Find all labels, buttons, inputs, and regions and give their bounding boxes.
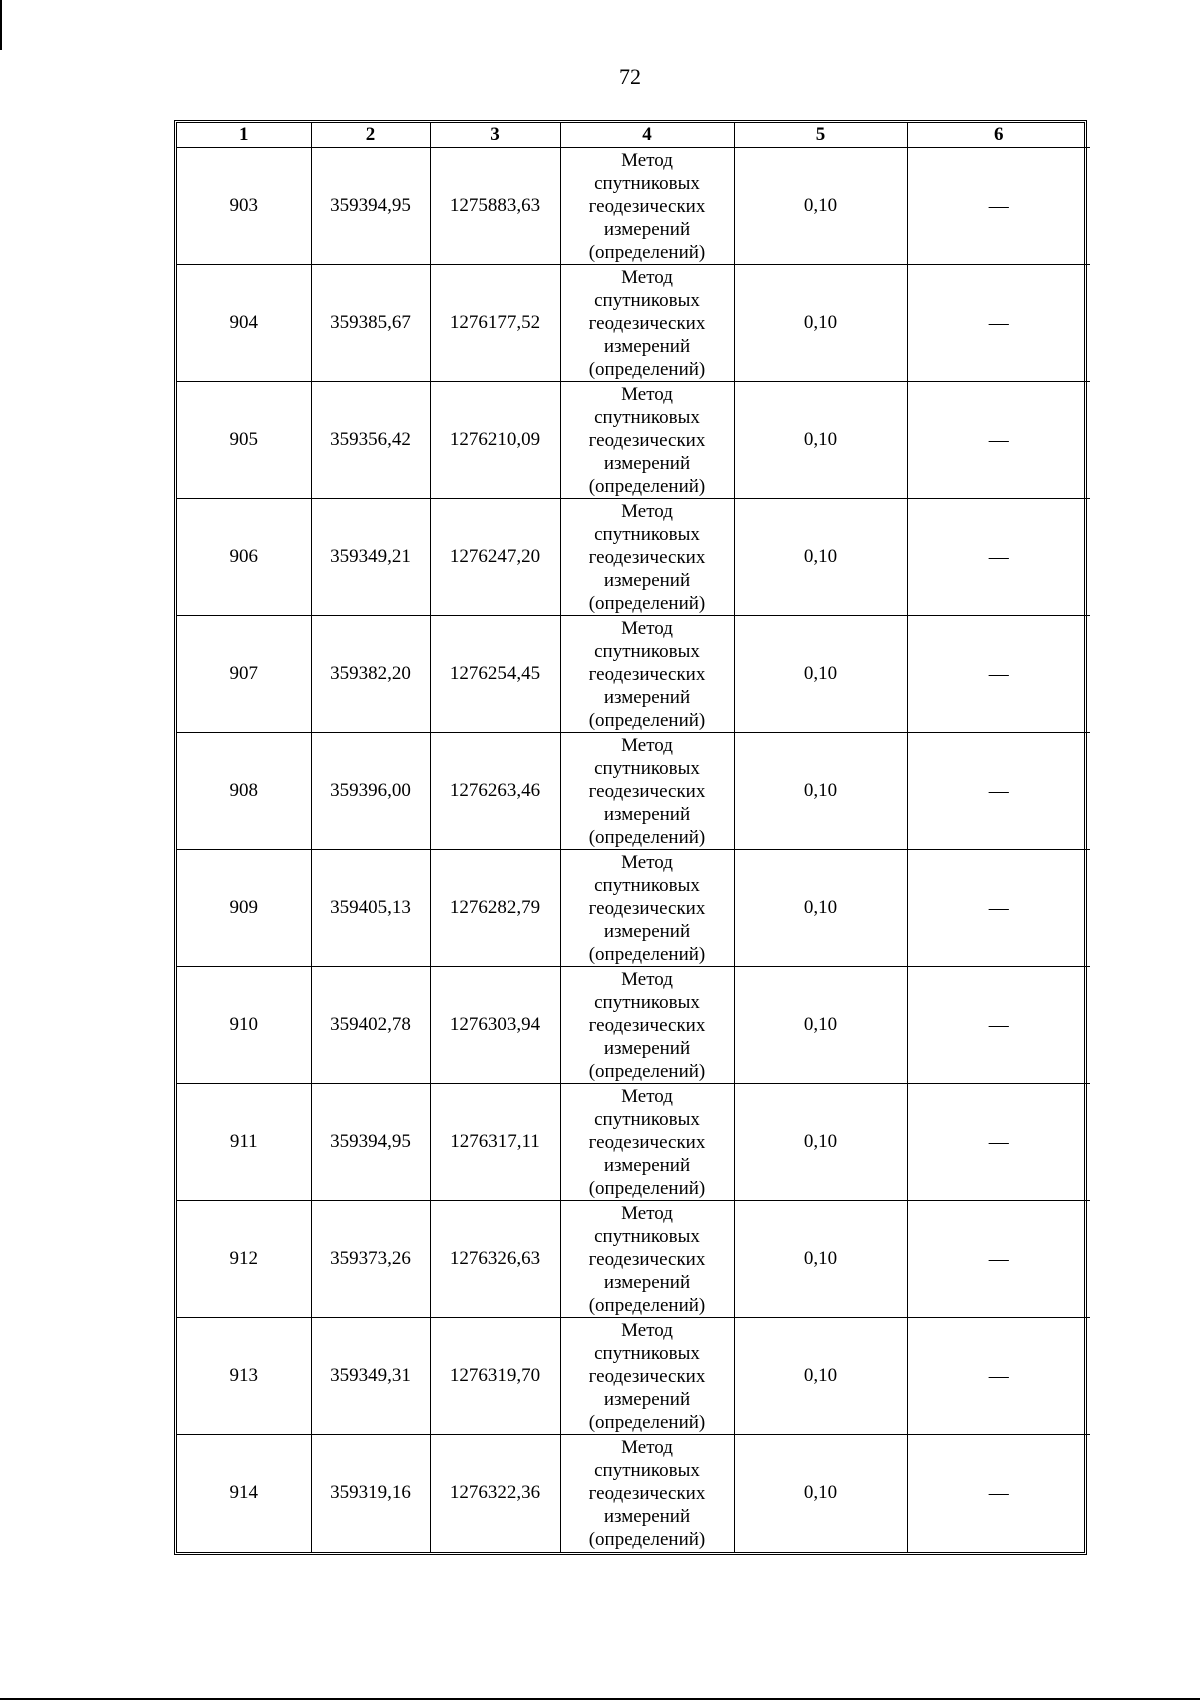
y-coordinate-cell: 1276177,52 [430,265,560,382]
method-line: (определений) [588,241,706,263]
table-body [177,148,1090,1552]
method-line: измерений [603,1388,691,1410]
header-col-6: 6 [907,123,1090,148]
table-row [177,265,1090,382]
note-cell: — [907,382,1090,499]
point-number-cell: 910 [177,967,311,1084]
method-cell [560,1318,734,1435]
x-coordinate-cell: 359394,95 [311,148,430,265]
method-line: спутниковых [594,289,700,311]
x-coordinate-cell: 359319,16 [311,1435,430,1552]
note-cell: — [907,1201,1090,1318]
method-line: (определений) [588,358,706,380]
note-cell: — [907,733,1090,850]
y-coordinate-cell: 1276247,20 [430,499,560,616]
method-line: Метод [621,266,673,288]
method-line: спутниковых [594,874,700,896]
method-line: Метод [621,617,673,639]
method-cell [560,1201,734,1318]
table-row [177,967,1090,1084]
header-row [177,123,1090,148]
method-line: геодезических [588,897,706,919]
note-cell: — [907,148,1090,265]
method-line: геодезических [588,1482,706,1504]
coordinates-table [177,123,1090,1552]
note-cell: — [907,1318,1090,1435]
method-line: геодезических [588,1365,706,1387]
method-cell [560,967,734,1084]
y-coordinate-cell: 1276254,45 [430,616,560,733]
method-line: Метод [621,968,673,990]
method-line: (определений) [588,1411,706,1433]
method-line: спутниковых [594,1459,700,1481]
table-row [177,850,1090,967]
x-coordinate-cell: 359356,42 [311,382,430,499]
note-cell: — [907,967,1090,1084]
method-line: спутниковых [594,757,700,779]
x-coordinate-cell: 359385,67 [311,265,430,382]
precision-cell: 0,10 [734,967,907,1084]
header-col-4: 4 [560,123,734,148]
y-coordinate-cell: 1276322,36 [430,1435,560,1552]
method-line: (определений) [588,1294,706,1316]
y-coordinate-cell: 1276282,79 [430,850,560,967]
y-coordinate-cell: 1276303,94 [430,967,560,1084]
header-col-5: 5 [734,123,907,148]
method-line: спутниковых [594,172,700,194]
precision-cell: 0,10 [734,1318,907,1435]
y-coordinate-cell: 1276326,63 [430,1201,560,1318]
note-cell: — [907,499,1090,616]
method-line: измерений [603,335,691,357]
y-coordinate-cell: 1275883,63 [430,148,560,265]
table-row [177,733,1090,850]
method-line: (определений) [588,826,706,848]
method-cell [560,148,734,265]
note-cell: — [907,616,1090,733]
header-col-3: 3 [430,123,560,148]
x-coordinate-cell: 359402,78 [311,967,430,1084]
x-coordinate-cell: 359382,20 [311,616,430,733]
method-cell [560,850,734,967]
table-row [177,1435,1090,1552]
table-row [177,499,1090,616]
method-line: измерений [603,1154,691,1176]
table-row [177,1201,1090,1318]
method-line: геодезических [588,1014,706,1036]
method-line: измерений [603,803,691,825]
method-line: геодезических [588,312,706,334]
method-line: измерений [603,569,691,591]
method-line: измерений [603,1271,691,1293]
method-line: спутниковых [594,1108,700,1130]
precision-cell: 0,10 [734,1201,907,1318]
point-number-cell: 911 [177,1084,311,1201]
precision-cell: 0,10 [734,1084,907,1201]
precision-cell: 0,10 [734,850,907,967]
method-line: спутниковых [594,523,700,545]
method-line: спутниковых [594,1225,700,1247]
header-col-1: 1 [177,123,311,148]
method-line: (определений) [588,709,706,731]
precision-cell: 0,10 [734,1435,907,1552]
method-cell [560,616,734,733]
method-line: геодезических [588,663,706,685]
method-line: Метод [621,500,673,522]
note-cell: — [907,1435,1090,1552]
point-number-cell: 908 [177,733,311,850]
method-line: измерений [603,452,691,474]
method-line: (определений) [588,475,706,497]
y-coordinate-cell: 1276210,09 [430,382,560,499]
y-coordinate-cell: 1276319,70 [430,1318,560,1435]
point-number-cell: 905 [177,382,311,499]
point-number-cell: 912 [177,1201,311,1318]
method-line: (определений) [588,943,706,965]
table-row [177,1084,1090,1201]
method-cell [560,1435,734,1552]
page-number: 72 [619,64,641,89]
point-number-cell: 914 [177,1435,311,1552]
x-coordinate-cell: 359396,00 [311,733,430,850]
point-number-cell: 913 [177,1318,311,1435]
method-line: геодезических [588,1248,706,1270]
method-line: спутниковых [594,1342,700,1364]
note-cell: — [907,265,1090,382]
point-number-cell: 903 [177,148,311,265]
method-line: измерений [603,1505,691,1527]
x-coordinate-cell: 359405,13 [311,850,430,967]
method-line: спутниковых [594,640,700,662]
x-coordinate-cell: 359373,26 [311,1201,430,1318]
table-row [177,148,1090,265]
method-line: измерений [603,686,691,708]
method-line: Метод [621,1436,673,1458]
precision-cell: 0,10 [734,148,907,265]
method-line: (определений) [588,1060,706,1082]
x-coordinate-cell: 359394,95 [311,1084,430,1201]
precision-cell: 0,10 [734,616,907,733]
precision-cell: 0,10 [734,265,907,382]
coordinates-table-frame [174,120,1087,1555]
method-cell [560,1084,734,1201]
point-number-cell: 904 [177,265,311,382]
point-number-cell: 909 [177,850,311,967]
method-line: Метод [621,851,673,873]
method-line: геодезических [588,195,706,217]
point-number-cell: 906 [177,499,311,616]
header-col-2: 2 [311,123,430,148]
method-cell [560,733,734,850]
table-row [177,616,1090,733]
method-line: (определений) [588,592,706,614]
method-line: Метод [621,734,673,756]
precision-cell: 0,10 [734,499,907,616]
method-line: спутниковых [594,991,700,1013]
method-line: Метод [621,1202,673,1224]
x-coordinate-cell: 359349,21 [311,499,430,616]
method-line: геодезических [588,1131,706,1153]
method-cell [560,499,734,616]
method-line: спутниковых [594,406,700,428]
point-number-cell: 907 [177,616,311,733]
table-row [177,1318,1090,1435]
y-coordinate-cell: 1276317,11 [430,1084,560,1201]
method-line: геодезических [588,429,706,451]
method-line: геодезических [588,780,706,802]
method-line: геодезических [588,546,706,568]
method-line: измерений [603,920,691,942]
table-row [177,382,1090,499]
method-line: измерений [603,1037,691,1059]
method-line: Метод [621,383,673,405]
precision-cell: 0,10 [734,733,907,850]
x-coordinate-cell: 359349,31 [311,1318,430,1435]
method-cell [560,265,734,382]
method-line: Метод [621,149,673,171]
method-line: Метод [621,1319,673,1341]
method-line: (определений) [588,1177,706,1199]
y-coordinate-cell: 1276263,46 [430,733,560,850]
note-cell: — [907,1084,1090,1201]
method-line: Метод [621,1085,673,1107]
method-line: (определений) [588,1528,706,1550]
method-cell [560,382,734,499]
precision-cell: 0,10 [734,382,907,499]
note-cell: — [907,850,1090,967]
method-line: измерений [603,218,691,240]
scan-edge-left [0,0,2,50]
